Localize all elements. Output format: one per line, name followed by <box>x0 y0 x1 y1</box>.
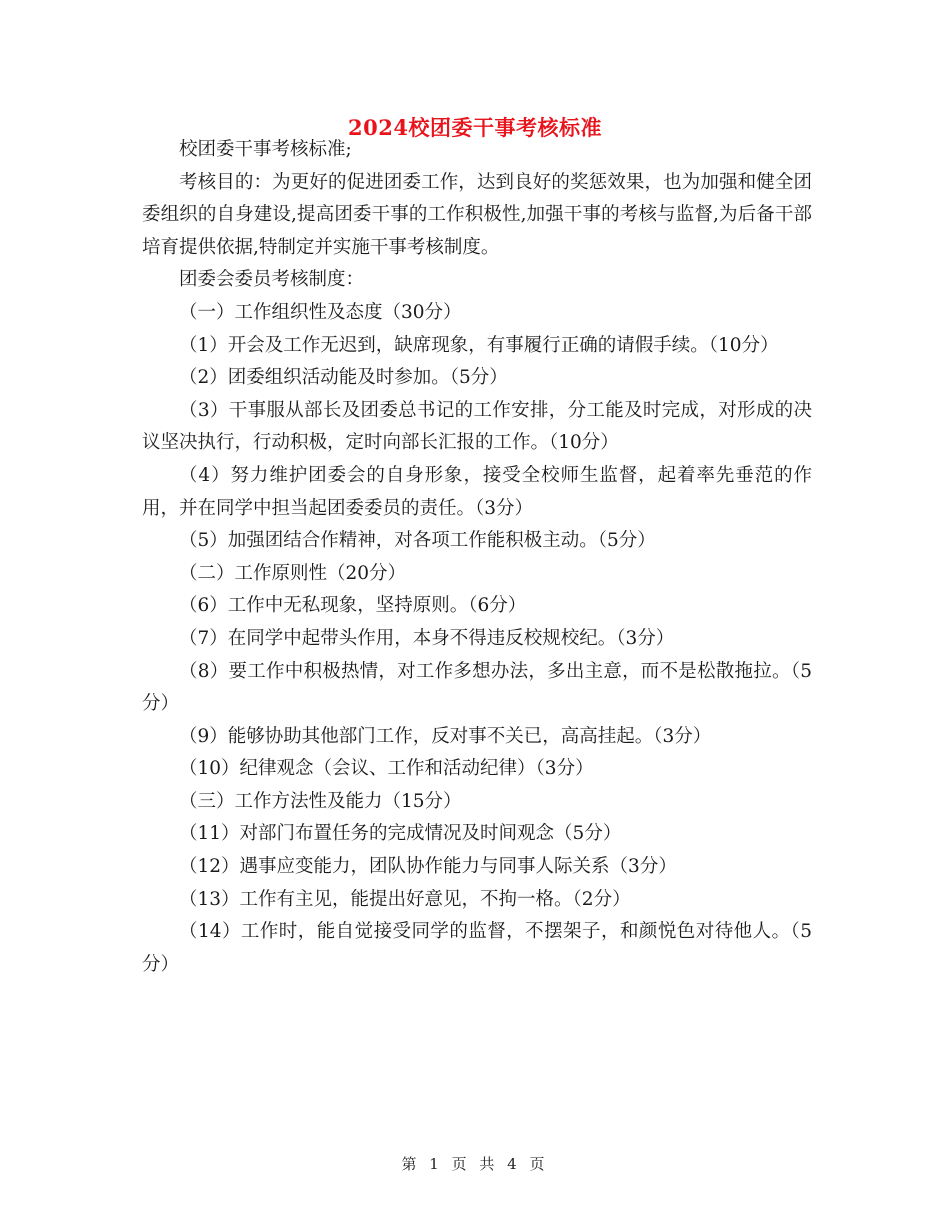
list-item-3: （3）干事服从部长及团委总书记的工作安排，分工能及时完成，对形成的决议坚决执行，行动积极，定时向部长汇报的工作。（10分） <box>142 399 812 454</box>
page-number: 第 1 页 共 4 页 <box>401 1155 549 1173</box>
list-item-1: （1）开会及工作无迟到，缺席现象，有事履行正确的请假手续。（10分） <box>179 334 779 356</box>
list-item-10: （10）纪律观念（会议、工作和活动纪律）（3分） <box>179 758 594 780</box>
list-item-8: （8）要工作中积极热情，对工作多想办法，多出主意，而不是松散拖拉。（5分） <box>142 660 812 715</box>
list-item-11: （11）对部门布置任务的完成情况及时间观念（5分） <box>179 823 622 845</box>
list-item-2: （2）团委组织活动能及时参加。（5分） <box>179 367 508 389</box>
list-item-5: （5）加强团结合作精神，对各项工作能积极主动。（5分） <box>179 530 656 552</box>
list-item-12: （12）遇事应变能力，团队协作能力与同事人际关系（3分） <box>179 856 677 878</box>
section-heading-1: （一）工作组织性及态度（30分） <box>179 301 462 323</box>
paragraph-purpose: 考核目的：为更好的促进团委工作，达到良好的奖惩效果，也为加强和健全团委组织的自身建设,提高团委干事的工作积极性,加强干事的考核与监督,为后备干部培育提供依据,特制定并实施干事考核制度。 <box>142 171 812 258</box>
list-item-9: （9）能够协助其他部门工作，反对事不关已，高高挂起。（3分） <box>179 725 712 747</box>
paragraph-intro: 校团委干事考核标准; <box>179 139 352 160</box>
list-item-4: （4）努力维护团委会的自身形象，接受全校师生监督，起着率先垂范的作用，并在同学中担当起团委委员的责任。（3分） <box>142 464 812 519</box>
paragraph-system-heading: 团委会委员考核制度： <box>179 269 365 291</box>
list-item-14: （14）工作时，能自觉接受同学的监督，不摆架子，和颜悦色对待他人。（5分） <box>142 921 812 975</box>
document-title: 2024校团委干事考核标准 <box>348 115 602 140</box>
list-item-7: （7）在同学中起带头作用，本身不得违反校规校纪。（3分） <box>179 627 675 649</box>
document-body <box>142 134 812 981</box>
section-heading-3: （三）工作方法性及能力（15分） <box>179 790 462 812</box>
section-heading-2: （二）工作原则性（20分） <box>179 562 407 584</box>
list-item-6: （6）工作中无私现象，坚持原则。（6分） <box>179 595 527 617</box>
list-item-13: （13）工作有主见，能提出好意见，不拘一格。（2分） <box>179 888 631 910</box>
